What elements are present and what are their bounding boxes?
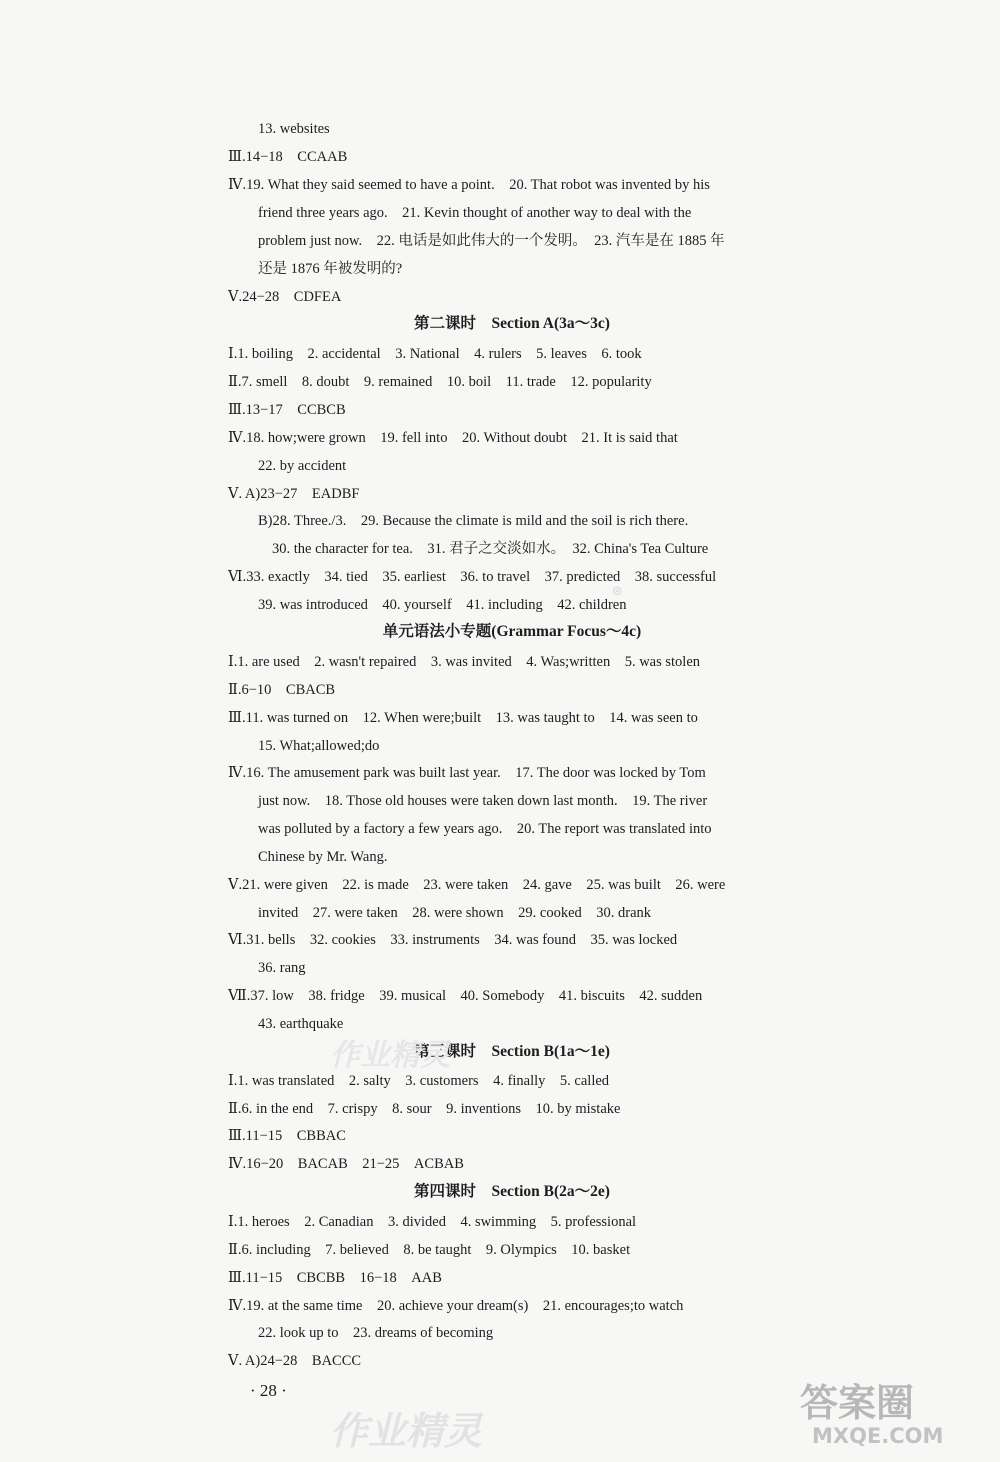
answer-line: 22. look up to 23. dreams of becoming [258, 1325, 494, 1341]
answer-line: B)28. Three./3. 29. Because the climate is mild and the soil is rich there. [258, 513, 689, 529]
answer-line: Ⅲ.11−15 CBCBB 16−18 AAB [228, 1270, 442, 1286]
answer-line: just now. 18. Those old houses were taken down last month. 19. The river [258, 793, 708, 809]
answer-line: was polluted by a factory a few years ago. 20. The report was translated into [258, 821, 712, 837]
answer-line: Ⅴ.21. were given 22. is made 23. were taken 24. gave 25. was built 26. were [228, 877, 726, 893]
answer-line: Ⅵ.33. exactly 34. tied 35. earliest 36. to travel 37. predicted 38. successful [228, 569, 717, 585]
answer-line: Ⅱ.6. including 7. believed 8. be taught 9. Olympics 10. basket [228, 1242, 631, 1258]
answer-line: Ⅱ.6−10 CBACB [228, 682, 336, 698]
answer-line: Ⅰ.1. boiling 2. accidental 3. National 4. rulers 5. leaves 6. took [228, 346, 642, 362]
section-heading: 第二课时 Section A(3a～3c) [414, 315, 610, 332]
answer-line: Ⅴ.24−28 CDFEA [228, 289, 342, 305]
page-number: · 28 · [250, 1381, 287, 1400]
answer-line: friend three years ago. 21. Kevin thought of another way to deal with the [258, 205, 692, 221]
answer-line: Ⅳ.19. What they said seemed to have a point. 20. That robot was invented by his [228, 177, 710, 193]
answer-line: Ⅵ.31. bells 32. cookies 33. instruments 34. was found 35. was locked [228, 932, 678, 948]
answer-line: Ⅲ.13−17 CCBCB [228, 402, 346, 418]
answer-line: invited 27. were taken 28. were shown 29. cooked 30. drank [258, 905, 652, 921]
answer-line: Ⅳ.18. how;were grown 19. fell into 20. Without doubt 21. It is said that [228, 430, 678, 446]
answer-line: Chinese by Mr. Wang. [258, 849, 388, 865]
section-heading: 单元语法小专题(Grammar Focus～4c) [382, 623, 642, 640]
answer-line: 36. rang [258, 960, 306, 976]
answer-line: 还是 1876 年被发明的? [258, 261, 403, 277]
watermark-faint-bottom: 作业精灵 [330, 1409, 483, 1453]
answer-line: Ⅰ.1. was translated 2. salty 3. customers 4. finally 5. called [228, 1073, 610, 1089]
watermark-logo-top: 答案圈 [800, 1381, 915, 1425]
answer-line: Ⅲ.11. was turned on 12. When were;built 13. was taught to 14. was seen to [228, 710, 698, 726]
answer-line: Ⅱ.7. smell 8. doubt 9. remained 10. boil 11. trade 12. popularity [228, 374, 652, 390]
section-heading: 第三课时 Section B(1a～1e) [414, 1043, 610, 1060]
answer-line: 30. the character for tea. 31. 君子之交淡如水。 32. China's Tea Culture [272, 541, 709, 557]
answer-line: Ⅲ.14−18 CCAAB [228, 149, 348, 165]
answer-line: Ⅰ.1. heroes 2. Canadian 3. divided 4. swimming 5. professional [228, 1214, 637, 1230]
answer-line: 22. by accident [258, 458, 347, 474]
answer-line: Ⅴ. A)23−27 EADBF [228, 486, 360, 502]
answer-line: Ⅳ.16. The amusement park was built last year. 17. The door was locked by Tom [228, 765, 706, 781]
answer-line: Ⅲ.11−15 CBBAC [228, 1128, 346, 1144]
answer-line: Ⅰ.1. are used 2. wasn't repaired 3. was invited 4. Was;written 5. was stolen [228, 654, 701, 670]
answer-line: Ⅶ.37. low 38. fridge 39. musical 40. Somebody 41. biscuits 42. sudden [228, 988, 703, 1004]
section-heading: 第四课时 Section B(2a～2e) [414, 1183, 610, 1200]
faint-stamp-mark: ⊛ [610, 583, 625, 600]
answer-line: 39. was introduced 40. yourself 41. including 42. children [258, 597, 627, 613]
answer-line: 13. websites [258, 121, 330, 137]
answer-line: Ⅳ.16−20 BACAB 21−25 ACBAB [228, 1156, 464, 1172]
answer-line: 43. earthquake [258, 1016, 344, 1032]
answer-line: problem just now. 22. 电话是如此伟大的一个发明。 23. 汽车是在 1885 年 [258, 233, 725, 249]
answer-line: Ⅱ.6. in the end 7. crispy 8. sour 9. inventions 10. by mistake [228, 1101, 621, 1117]
watermark-logo-bottom: MXQE.COM [812, 1424, 944, 1448]
watermark-faint-middle: 作业精灵 [330, 1038, 450, 1073]
answer-line: 15. What;allowed;do [258, 738, 380, 754]
answer-line: Ⅳ.19. at the same time 20. achieve your dream(s) 21. encourages;to watch [228, 1298, 684, 1314]
answer-line: Ⅴ. A)24−28 BACCC [228, 1353, 362, 1369]
